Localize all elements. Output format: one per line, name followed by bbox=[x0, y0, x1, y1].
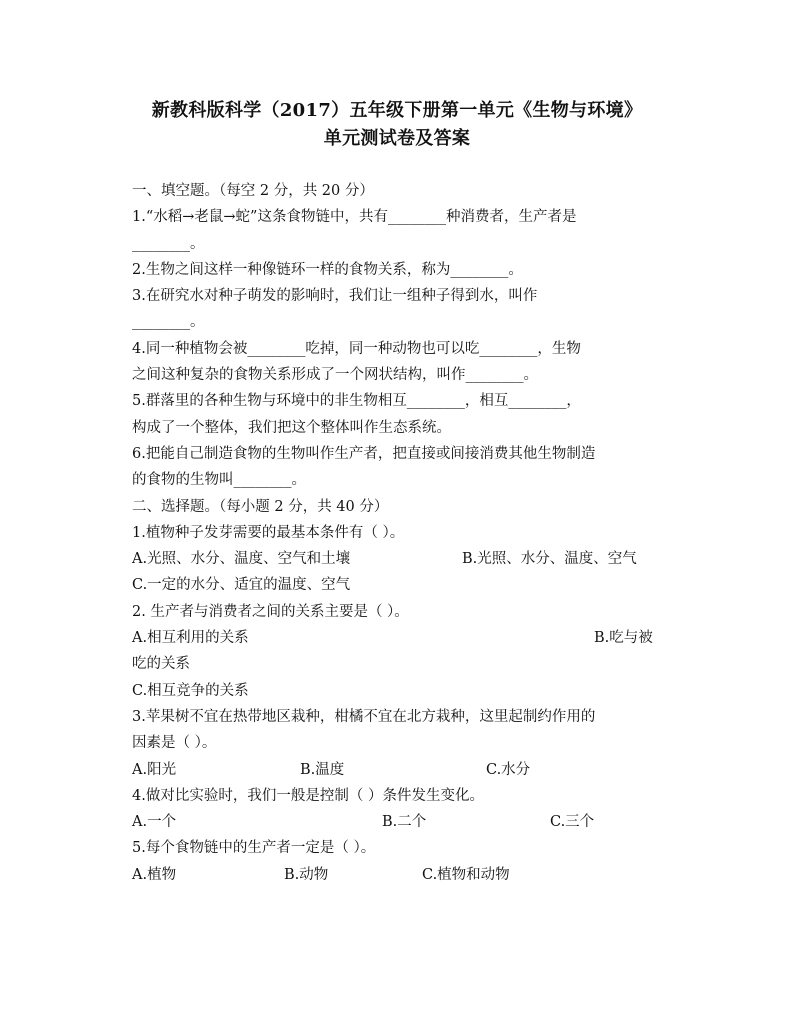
option-b-continued: 吃的关系 bbox=[132, 656, 190, 673]
fill-question-3-line2: ________。 bbox=[132, 314, 205, 331]
option-c: C.植物和动物 bbox=[422, 866, 510, 883]
fill-question-5-line2: 构成了一个整体，我们把这个整体叫作生态系统。 bbox=[132, 419, 451, 436]
choice-question-5-stem: 5.每个食物链中的生产者一定是（ ）。 bbox=[132, 840, 376, 857]
option-b: B.动物 bbox=[284, 866, 329, 883]
section1-heading: 一、填空题。（每空 2 分，共 20 分） bbox=[132, 183, 374, 199]
option-a: A.相互利用的关系 bbox=[132, 630, 249, 647]
option-a: A.一个 bbox=[132, 814, 177, 831]
choice-question-1-options-ab bbox=[132, 546, 662, 572]
option-a: A.阳光 bbox=[132, 761, 177, 778]
fill-question-5-line1: 5.群落里的各种生物与环境中的非生物相互________，相互________， bbox=[132, 393, 581, 410]
choice-question-2-stem: 2. 生产者与消费者之间的关系主要是（ ）。 bbox=[132, 603, 409, 620]
option-c: C.三个 bbox=[550, 814, 595, 831]
option-b: B.吃与被 bbox=[594, 630, 653, 647]
choice-question-1-stem: 1.植物种子发芽需要的最基本条件有（ ）。 bbox=[132, 524, 405, 541]
document-subtitle: 单元测试卷及答案 bbox=[323, 128, 471, 149]
choice-question-3-stem-line1: 3.苹果树不宜在热带地区栽种，柑橘不宜在北方栽种，这里起制约作用的 bbox=[132, 708, 596, 725]
fill-question-4-line2: 之间这种复杂的食物关系形成了一个网状结构，叫作________。 bbox=[132, 367, 538, 384]
fill-question-1-line2: ________。 bbox=[132, 235, 205, 252]
choice-question-4-stem: 4.做对比实验时，我们一般是控制（ ）条件发生变化。 bbox=[132, 787, 484, 804]
option-a: A.光照、水分、温度、空气和土壤 bbox=[132, 551, 351, 568]
fill-question-3-line1: 3.在研究水对种子萌发的影响时，我们让一组种子得到水，叫作 bbox=[132, 288, 538, 305]
choice-question-2-options-ab bbox=[132, 625, 662, 651]
fill-question-1-line1: 1.“水稻→老鼠→蛇”这条食物链中，共有________种消费者，生产者是 bbox=[132, 209, 577, 226]
option-c: C.相互竞争的关系 bbox=[132, 682, 249, 699]
choice-question-3-stem-line2: 因素是（ ）。 bbox=[132, 735, 217, 752]
choice-question-3-options bbox=[132, 757, 662, 783]
option-b: B.二个 bbox=[382, 814, 427, 831]
document-title: 新教科版科学（2017）五年级下册第一单元《生物与环境》 bbox=[151, 100, 643, 121]
option-c: C.一定的水分、适宜的温度、空气 bbox=[132, 577, 351, 594]
fill-question-4-line1: 4.同一种植物会被________吃掉，同一种动物也可以吃________，生物 bbox=[132, 340, 581, 357]
choice-question-5-options bbox=[132, 862, 662, 888]
option-b: B.光照、水分、温度、空气 bbox=[462, 551, 637, 568]
choice-question-4-options bbox=[132, 809, 662, 835]
section2-heading: 二、选择题。（每小题 2 分，共 40 分） bbox=[132, 498, 389, 515]
document-body bbox=[132, 178, 662, 888]
option-c: C.水分 bbox=[486, 761, 531, 778]
fill-question-6-line2: 的食物的生物叫________。 bbox=[132, 472, 306, 489]
option-a: A.植物 bbox=[132, 866, 177, 883]
fill-question-2: 2.生物之间这样一种像链环一样的食物关系，称为________。 bbox=[132, 261, 523, 278]
option-b: B.温度 bbox=[300, 761, 345, 778]
fill-question-6-line1: 6.把能自己制造食物的生物叫作生产者，把直接或间接消费其他生物制造 bbox=[132, 445, 596, 462]
